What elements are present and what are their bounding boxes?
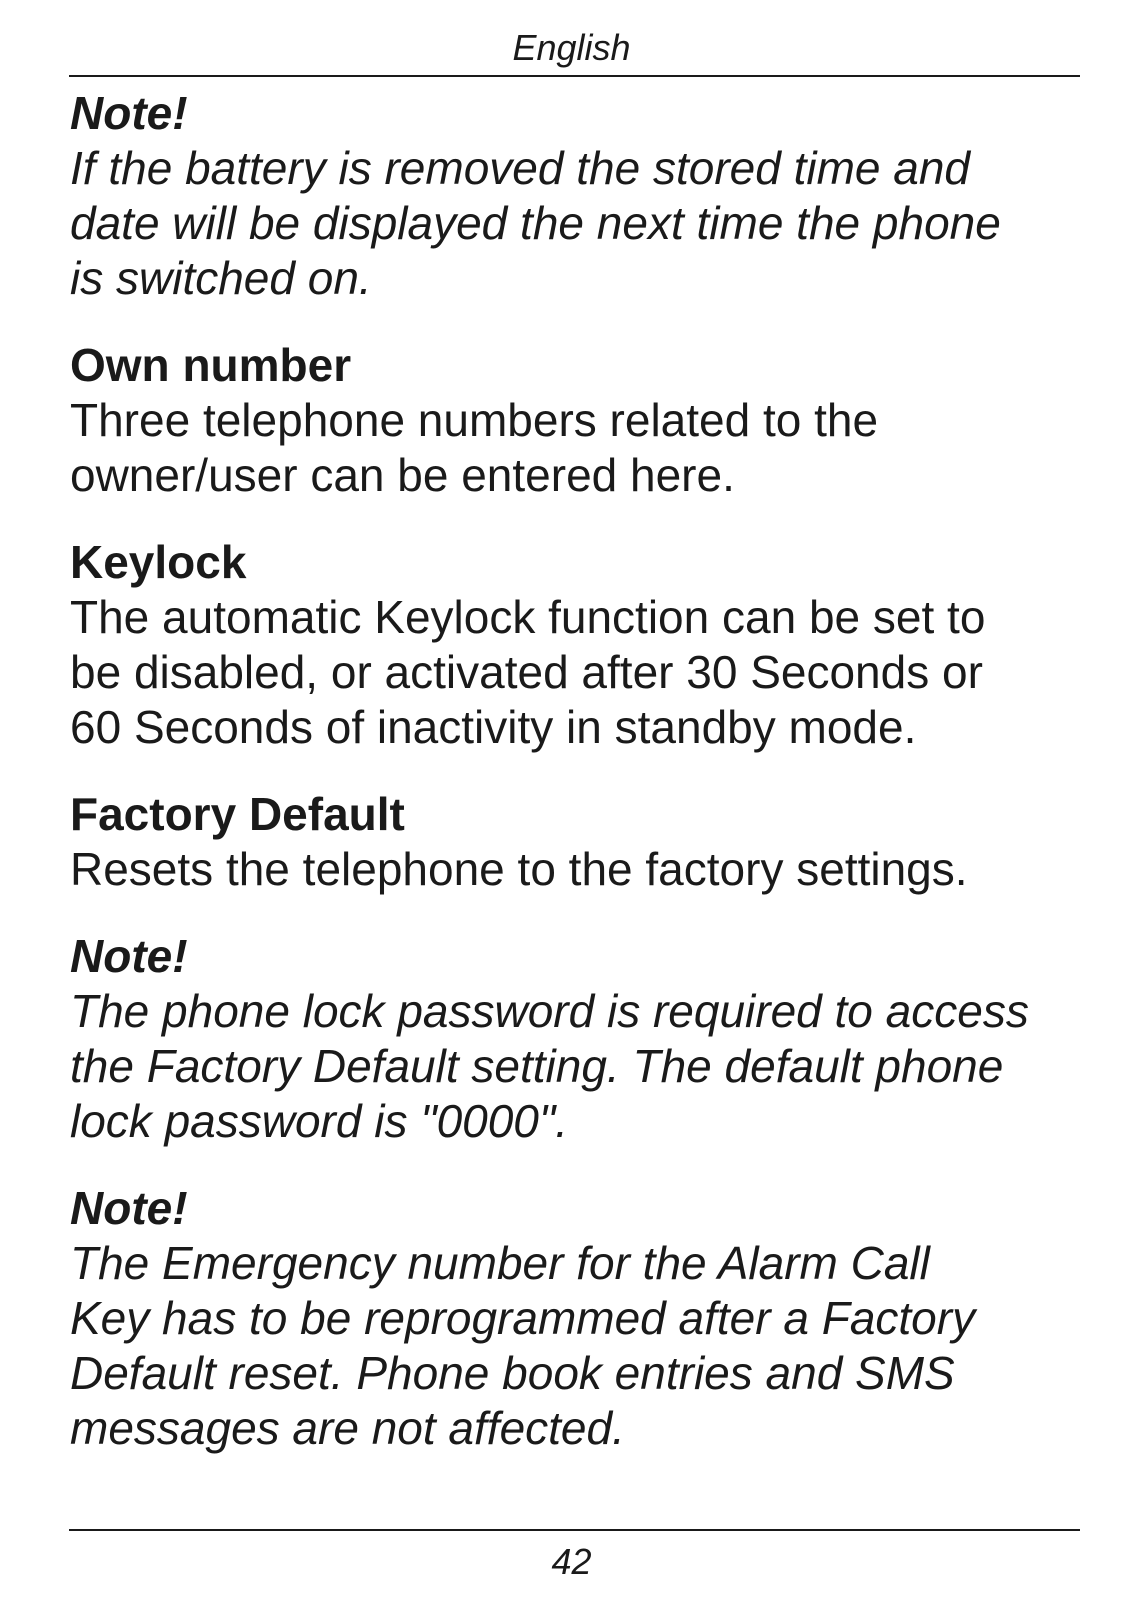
header-language-label: English xyxy=(512,27,631,68)
note-text-line: date will be displayed the next time the phone xyxy=(70,197,1001,249)
section-heading: Factory Default xyxy=(70,788,405,840)
note-text-line: The Emergency number for the Alarm Call xyxy=(70,1237,930,1289)
note-phone-lock-password xyxy=(70,929,1100,1149)
note-heading: Note! xyxy=(70,930,188,982)
section-own-number xyxy=(70,338,1100,503)
section-keylock xyxy=(70,535,1100,755)
section-text-line: 60 Seconds of inactivity in standby mode. xyxy=(70,701,917,753)
note-text-line: The phone lock password is required to access xyxy=(70,985,1029,1037)
section-text-line: The automatic Keylock function can be set to xyxy=(70,591,986,643)
note-heading: Note! xyxy=(70,1182,188,1234)
section-heading: Own number xyxy=(70,339,352,391)
note-text-line: messages are not affected. xyxy=(70,1402,625,1454)
page-number: 42 xyxy=(551,1541,592,1582)
note-text-line: lock password is "0000". xyxy=(70,1095,569,1147)
section-factory-default xyxy=(70,787,1100,897)
footer-divider xyxy=(69,1529,1080,1531)
note-emergency-number xyxy=(70,1181,1100,1456)
note-battery xyxy=(70,86,1100,306)
section-text-line: Three telephone numbers related to the xyxy=(70,394,879,446)
note-text-line: If the battery is removed the stored time and xyxy=(70,142,971,194)
section-text-line: owner/user can be entered here. xyxy=(70,449,735,501)
note-text-line: the Factory Default setting. The default phone xyxy=(70,1040,1004,1092)
note-heading: Note! xyxy=(70,87,188,139)
section-text-line: be disabled, or activated after 30 Seconds or xyxy=(70,646,983,698)
page-content xyxy=(70,86,1100,1456)
note-text-line: Key has to be reprogrammed after a Factory xyxy=(70,1292,976,1344)
section-heading: Keylock xyxy=(70,536,247,588)
note-text-line: is switched on. xyxy=(70,252,372,304)
header-divider xyxy=(69,75,1080,77)
note-text-line: Default reset. Phone book entries and SMS xyxy=(70,1347,955,1399)
section-text-line: Resets the telephone to the factory settings. xyxy=(70,843,968,895)
